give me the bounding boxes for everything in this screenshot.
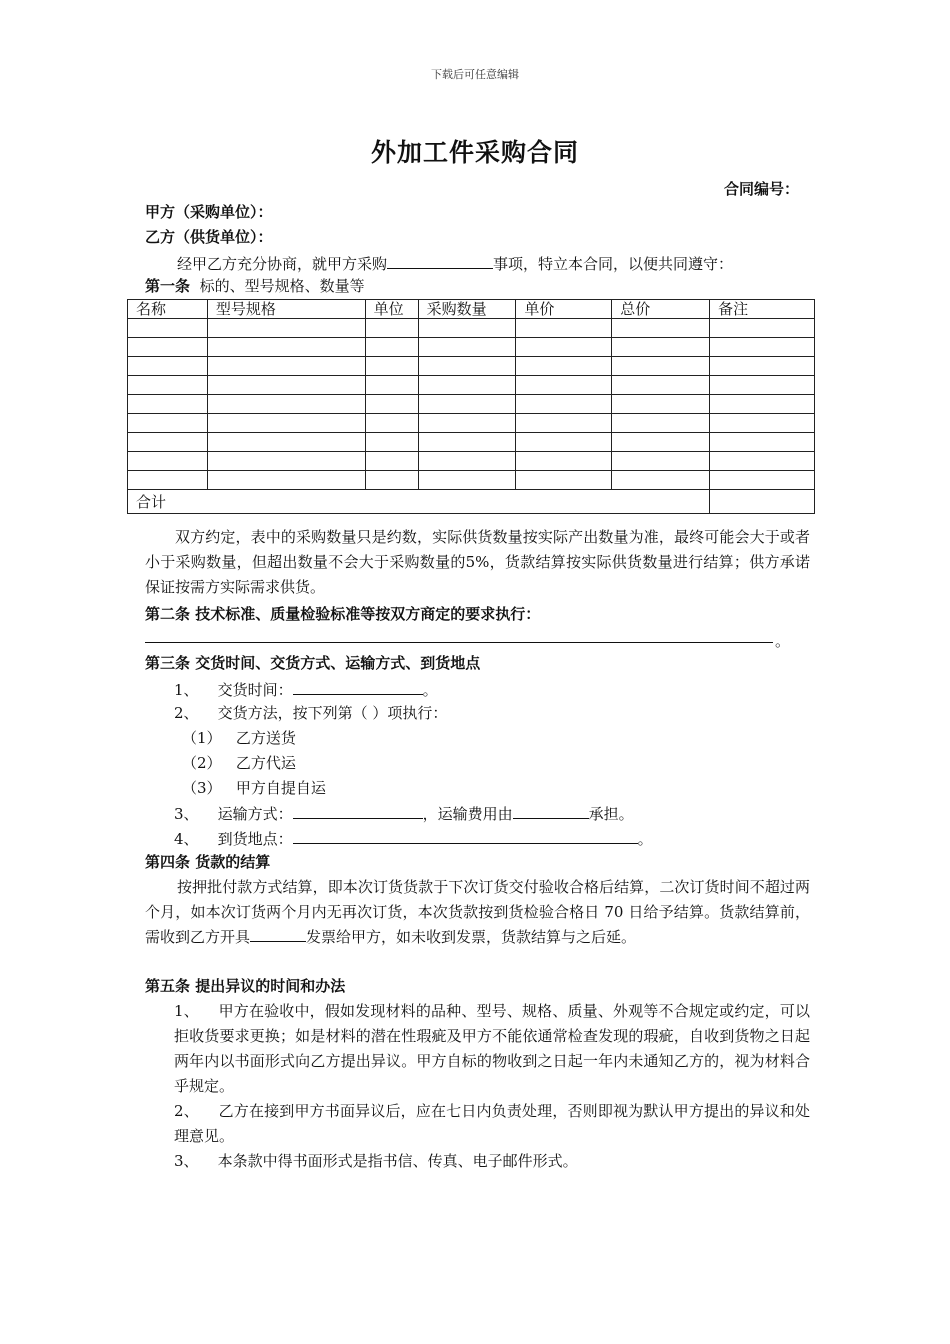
transport-method-label: 运输方式： — [217, 805, 293, 823]
item-2-number: 2、 — [174, 704, 199, 722]
article-4-heading: 第四条 货款的结算 — [145, 853, 271, 871]
delivery-method-line — [174, 703, 447, 723]
article-2-period: 。 — [775, 632, 791, 650]
contract-title: 外加工件采购合同 — [370, 138, 579, 167]
invoice-type-blank — [250, 925, 306, 942]
transport-cost-end: 承担。 — [588, 805, 634, 823]
arrival-place-line — [174, 827, 653, 849]
transport-cost-blank — [513, 802, 589, 819]
article-3-heading: 第三条 交货时间、交货方式、运输方式、到货地点 — [145, 654, 481, 672]
transport-method-line — [174, 802, 634, 824]
table-row — [128, 414, 815, 433]
col-header-total-price: 总价 — [612, 300, 710, 319]
intro-post: 事项，特立本合同，以便共同遵守： — [493, 255, 734, 273]
article-5-item-2-number: 2、 — [174, 1102, 199, 1120]
arrival-place-label: 到货地点： — [217, 830, 293, 848]
option-3-text: 甲方自提自运 — [235, 779, 326, 797]
option-2-text: 乙方代运 — [235, 754, 296, 772]
article-5-item-3-number: 3、 — [174, 1152, 199, 1170]
items-table — [127, 299, 815, 514]
option-2-number: （2） — [182, 754, 222, 772]
intro-line — [177, 252, 733, 274]
col-header-model: 型号规格 — [207, 300, 365, 319]
total-remarks-cell — [710, 490, 815, 514]
intro-pre: 经甲乙方充分协商，就甲方采购 — [177, 255, 388, 273]
party-b-label: 乙方（供货单位）： — [145, 228, 273, 246]
article-4-text-post: 发票给甲方，如未收到发票，货款结算与之后延。 — [306, 928, 637, 946]
col-header-unit: 单位 — [365, 300, 418, 319]
article-4-paragraph — [145, 875, 810, 950]
transport-method-blank — [293, 802, 423, 819]
option-2-line — [182, 753, 296, 773]
table-row — [128, 433, 815, 452]
arrival-place-blank — [293, 827, 638, 844]
article-5-heading: 第五条 提出异议的时间和办法 — [145, 977, 346, 995]
article-2-blank-line — [145, 642, 773, 643]
table-total-row — [128, 490, 815, 514]
item-3-number: 3、 — [174, 805, 199, 823]
contract-number-label: 合同编号： — [724, 180, 800, 198]
delivery-time-line — [174, 678, 438, 700]
article-5-item-3-text: 本条款中得书面形式是指书信、传真、电子邮件形式。 — [217, 1152, 578, 1170]
table-row — [128, 395, 815, 414]
col-header-name: 名称 — [128, 300, 208, 319]
article-1-title: 标的、型号规格、数量等 — [199, 277, 365, 295]
article-2-heading: 第二条 技术标准、质量检验标准等按双方商定的要求执行： — [145, 605, 541, 623]
purchase-item-blank — [387, 252, 493, 269]
delivery-method-label: 交货方法，按下列第（ ）项执行： — [217, 704, 448, 722]
article-5-item-3 — [174, 1149, 810, 1174]
table-row — [128, 319, 815, 338]
transport-cost-label: ，运输费用由 — [422, 805, 513, 823]
item-1-number: 1、 — [174, 681, 199, 699]
option-3-line — [182, 778, 326, 798]
article-5-item-1 — [174, 999, 810, 1099]
delivery-time-blank — [293, 678, 423, 695]
table-row — [128, 357, 815, 376]
table-row — [128, 376, 815, 395]
table-row — [128, 452, 815, 471]
col-header-quantity: 采购数量 — [418, 300, 516, 319]
option-3-number: （3） — [182, 779, 222, 797]
table-header-row — [128, 300, 815, 319]
table-row — [128, 338, 815, 357]
col-header-unit-price: 单价 — [516, 300, 612, 319]
option-1-text: 乙方送货 — [235, 729, 296, 747]
delivery-time-label: 交货时间： — [217, 681, 293, 699]
header-note: 下载后可任意编辑 — [431, 68, 519, 81]
article-5-item-2-text: 乙方在接到甲方书面异议后，应在七日内负责处理，否则即视为默认甲方提出的异议和处理意见。 — [174, 1102, 811, 1145]
article-1-paragraph: 双方约定，表中的采购数量只是约数，实际供货数量按实际产出数量为准，最终可能会大于或者小于采购数量，但超出数量不会大于采购数量的5%，货款结算按实际供货数量进行结算；供方承诺保证按需方实际需求供货。 — [145, 528, 810, 596]
article-1-number: 第一条 — [145, 277, 191, 295]
article-1-heading — [145, 276, 365, 296]
option-1-number: （1） — [182, 729, 222, 747]
arrival-place-end: 。 — [637, 830, 653, 848]
article-5-item-1-text: 甲方在验收中，假如发现材料的品种、型号、规格、质量、外观等不合规定或约定，可以拒收货要求更换；如是材料的潜在性瑕疵及甲方不能依通常检查发现的瑕疵，自收到货物之日起两年内以书面形式向乙方提出异议。甲方自标的物收到之日起一年内未通知乙方的，视为材料合乎规定。 — [174, 1002, 811, 1095]
delivery-time-end: 。 — [422, 681, 438, 699]
article-4-text-pre: 按押批付款方式结算，即本次订货货款于下次订货交付验收合格后结算，二次订货时间不超过两个月，如本次订货两个月内无再次订货，本次货款按到货检验合格日 70 日给予结算。货款结算前，需收到乙方开具 — [145, 878, 810, 946]
total-label: 合计 — [128, 490, 710, 514]
item-4-number: 4、 — [174, 830, 199, 848]
col-header-remarks: 备注 — [710, 300, 815, 319]
table-row — [128, 471, 815, 490]
option-1-line — [182, 728, 296, 748]
article-5-item-1-number: 1、 — [174, 1002, 199, 1020]
article-5-item-2 — [174, 1099, 810, 1149]
party-a-label: 甲方（采购单位）： — [145, 203, 273, 221]
